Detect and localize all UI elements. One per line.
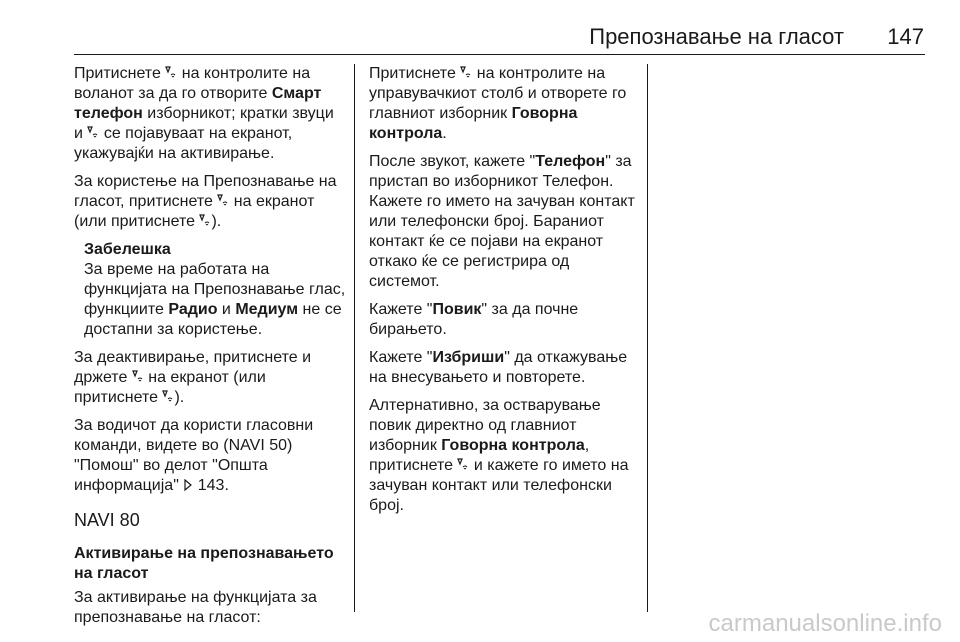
column-divider-right [647, 64, 648, 612]
page-header [0, 0, 960, 58]
subsection-heading: Активирање на препознавањето на гласот [74, 545, 334, 582]
paragraph: Кажете "Повик" за да почне бирањето. [369, 301, 579, 338]
watermark: carmanualsonline.info [708, 610, 942, 637]
reference-arrow-icon [183, 479, 193, 491]
voice-control-icon [217, 193, 229, 207]
left-column [74, 64, 346, 636]
voice-control-icon [457, 457, 469, 471]
paragraph: За деактивирање, притиснете и држете на екранот (или притиснете ). [74, 349, 312, 406]
page-number: 147 [887, 24, 924, 49]
page-title: Препознавање на гласот [589, 24, 844, 49]
note-text: За време на работата на функцијата на Препознавање глас, функциите Радио и Медиум не се достапни за користење. [84, 261, 346, 338]
voice-control-icon [162, 389, 174, 403]
column-divider [354, 64, 355, 612]
voice-control-icon [132, 369, 144, 383]
paragraph: За водичот да користи гласовни команди, видете во (NAVI 50) "Помош" во делот "Општа информација" 143. [74, 417, 314, 494]
paragraph: Притиснете на контролите на управувачкиот столб и отворете го главниот изборник Говорна контрола. [369, 65, 627, 142]
right-column [369, 64, 639, 524]
voice-control-icon [199, 213, 211, 227]
voice-control-icon [87, 125, 99, 139]
voice-control-icon [460, 65, 472, 79]
paragraph: Притиснете на контролите на воланот за да го отворите Смарт телефон изборникот; кратки звуци и се појавуваат на екранот, укажувајќи на активирање. [74, 65, 334, 162]
note-box [84, 240, 346, 340]
header-divider [74, 54, 925, 55]
voice-control-icon [165, 65, 177, 79]
section-heading: NAVI 80 [74, 510, 140, 530]
paragraph: Алтернативно, за остварување повик директно од главниот изборник Говорна контрола, притиснете и кажете го името на зачуван контакт или телефонски број. [369, 397, 629, 514]
paragraph: За активирање на функцијата за препознавање на гласот: [74, 589, 317, 626]
paragraph: После звукот, кажете "Телефон" за пристап во изборникот Телефон. Кажете го името на зачуван контакт или телефонски број. Бараниот контакт ќе се појави на екранот откако ќе се регистрира од системот. [369, 153, 635, 290]
note-title: Забелешка [84, 241, 171, 258]
paragraph: За користење на Препознавање на гласот, притиснете на екранот (или притиснете ). [74, 173, 337, 230]
paragraph: Кажете "Избриши" да откажување на внесувањето и повторете. [369, 349, 628, 386]
